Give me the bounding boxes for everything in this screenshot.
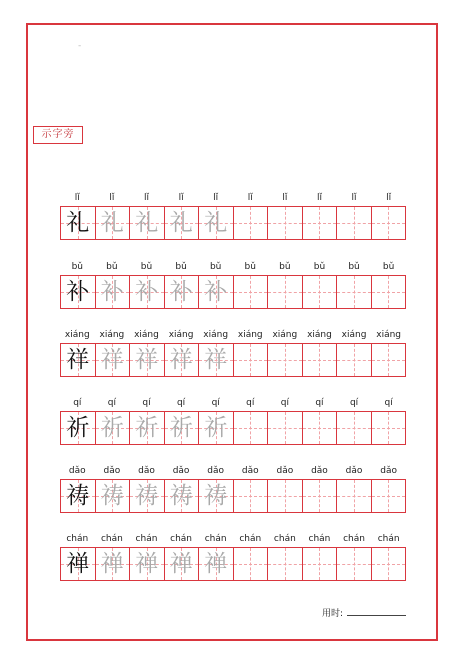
trace-character-cell [165,480,200,512]
pinyin-label: qí [176,398,186,408]
trace-character: 祷 [169,483,193,509]
practice-row [60,533,406,581]
empty-writing-cell[interactable] [303,548,338,580]
pinyin-label: lǐ [282,193,288,203]
empty-writing-cell[interactable] [337,480,372,512]
trace-character-cell [199,276,234,308]
trace-character: 祷 [204,483,228,509]
trace-character-cell [130,344,165,376]
practice-row [60,465,406,513]
trace-character-cell [130,276,165,308]
trace-character: 禅 [169,551,193,577]
pinyin-row [60,533,406,545]
trace-character-cell [199,207,234,239]
empty-writing-cell[interactable] [268,548,303,580]
pinyin-label: qí [107,398,116,408]
pinyin-row [60,465,406,477]
trace-character-cell [165,412,200,444]
empty-writing-cell[interactable] [303,412,338,444]
pinyin-label: chán [377,534,400,544]
pinyin-label: xiáng [203,330,229,340]
trace-character: 祈 [100,415,124,441]
pinyin-label: xiáng [64,330,90,340]
empty-writing-cell[interactable] [372,412,407,444]
trace-character: 礼 [169,210,193,236]
trace-character-cell [96,480,131,512]
trace-character-cell [96,412,131,444]
top-mark: - [78,41,82,51]
pinyin-label: bǔ [140,262,153,272]
empty-writing-cell[interactable] [303,276,338,308]
trace-character: 祈 [135,415,159,441]
tian-grid-row [60,479,406,513]
pinyin-label: dǎo [311,466,328,476]
empty-writing-cell[interactable] [337,548,372,580]
pinyin-label: bǔ [313,262,326,272]
pinyin-row [60,261,406,273]
trace-character-cell [165,276,200,308]
trace-character: 禅 [135,551,159,577]
model-character-cell [61,412,96,444]
pinyin-label: dǎo [276,466,294,476]
pinyin-label: chán [273,534,296,544]
time-label: 用时: [322,609,344,619]
pinyin-label: xiáng [307,330,332,340]
model-character-cell [61,480,96,512]
practice-row [60,397,406,445]
pinyin-label: bǔ [209,262,222,272]
empty-writing-cell[interactable] [372,276,407,308]
trace-character: 祈 [204,415,228,441]
trace-character-cell [96,344,131,376]
pinyin-label: lǐ [247,193,253,203]
trace-character: 禅 [204,551,228,577]
pinyin-label: dǎo [138,466,155,476]
pinyin-label: qí [280,398,289,408]
pinyin-label: chán [308,534,331,544]
pinyin-label: bǔ [244,262,256,272]
model-character-cell [61,548,96,580]
pinyin-label: qí [384,398,393,408]
model-character: 祥 [66,347,90,373]
pinyin-label: bǔ [348,262,360,272]
empty-writing-cell[interactable] [303,480,338,512]
pinyin-label: lǐ [213,193,219,203]
pinyin-label: xiáng [376,330,402,340]
pinyin-label: lǐ [316,193,322,203]
pinyin-label: xiáng [134,330,159,340]
pinyin-label: lǐ [109,193,115,203]
pinyin-label: dǎo [172,466,190,476]
pinyin-label: qí [349,398,359,408]
trace-character: 祥 [100,347,124,373]
pinyin-label: bǔ [106,262,118,272]
pinyin-label: qí [73,398,82,408]
pinyin-label: bǔ [279,262,291,272]
empty-writing-cell[interactable] [268,207,303,239]
trace-character-cell [96,207,131,239]
trace-character-cell [199,412,234,444]
tian-grid-row [60,411,406,445]
pinyin-label: chán [170,534,193,544]
empty-writing-cell[interactable] [234,480,269,512]
empty-writing-cell[interactable] [372,207,407,239]
empty-writing-cell[interactable] [337,412,372,444]
trace-character-cell [130,548,165,580]
model-character: 祈 [66,415,90,441]
empty-writing-cell[interactable] [234,412,269,444]
pinyin-label: xiáng [237,330,263,340]
trace-character-cell [130,412,165,444]
trace-character: 礼 [100,210,124,236]
pinyin-label: dǎo [103,466,121,476]
empty-writing-cell[interactable] [337,344,372,376]
pinyin-label: qí [246,398,255,408]
pinyin-label: chán [343,534,365,544]
trace-character: 祷 [100,483,124,509]
tian-grid-row [60,206,406,240]
empty-writing-cell[interactable] [268,344,303,376]
pinyin-label: chán [239,534,262,544]
model-character-cell [61,344,96,376]
tian-grid-row [60,275,406,309]
pinyin-label: dǎo [380,466,397,476]
tian-grid-row [60,343,406,377]
empty-writing-cell[interactable] [234,548,269,580]
worksheet-title: 示字旁 [33,126,83,144]
trace-character: 补 [204,279,228,305]
trace-character-cell [96,548,131,580]
empty-writing-cell[interactable] [234,344,269,376]
empty-writing-cell[interactable] [337,207,372,239]
model-character-cell [61,207,96,239]
pinyin-label: lǐ [351,193,357,203]
trace-character-cell [199,548,234,580]
empty-writing-cell[interactable] [234,207,269,239]
trace-character: 祈 [169,415,193,441]
pinyin-label: bǔ [382,262,395,272]
empty-writing-cell[interactable] [268,276,303,308]
trace-character: 祥 [169,347,193,373]
pinyin-label: lǐ [74,193,80,203]
model-character: 祷 [66,483,90,509]
pinyin-label: xiáng [99,330,125,340]
pinyin-label: dǎo [68,466,86,476]
pinyin-label: qí [315,398,324,408]
practice-row [60,329,406,377]
trace-character: 补 [169,279,193,305]
trace-character-cell [130,207,165,239]
model-character: 补 [66,279,90,305]
trace-character-cell [165,207,200,239]
trace-character-cell [96,276,131,308]
pinyin-label: qí [142,398,151,408]
pinyin-label: dǎo [345,466,363,476]
pinyin-row [60,329,406,341]
empty-writing-cell[interactable] [372,548,407,580]
pinyin-label: dǎo [241,466,259,476]
pinyin-label: chán [135,534,158,544]
pinyin-label: xiáng [272,330,298,340]
tian-grid-row [60,547,406,581]
trace-character-cell [130,480,165,512]
trace-character: 祷 [135,483,159,509]
trace-character: 祥 [135,347,159,373]
trace-character: 礼 [204,210,228,236]
pinyin-label: lǐ [178,193,184,203]
empty-writing-cell[interactable] [234,276,269,308]
pinyin-row [60,192,406,204]
empty-writing-cell[interactable] [337,276,372,308]
practice-row [60,261,406,309]
empty-writing-cell[interactable] [372,344,407,376]
practice-row [60,192,406,240]
empty-writing-cell[interactable] [372,480,407,512]
trace-character-cell [199,480,234,512]
trace-character: 礼 [135,210,159,236]
trace-character-cell [165,344,200,376]
pinyin-label: chán [66,534,89,544]
pinyin-label: xiáng [168,330,194,340]
pinyin-label: chán [204,534,227,544]
trace-character-cell [165,548,200,580]
model-character: 礼 [66,210,90,236]
time-input-line[interactable] [347,615,406,616]
trace-character-cell [199,344,234,376]
trace-character: 禅 [100,551,124,577]
empty-writing-cell[interactable] [268,480,303,512]
empty-writing-cell[interactable] [268,412,303,444]
pinyin-row [60,397,406,409]
empty-writing-cell[interactable] [303,207,338,239]
model-character: 禅 [66,551,90,577]
pinyin-label: dǎo [207,466,225,476]
trace-character: 祥 [204,347,228,373]
empty-writing-cell[interactable] [303,344,338,376]
pinyin-label: lǐ [143,193,149,203]
pinyin-label: lǐ [386,193,392,203]
pinyin-label: bǔ [71,262,83,272]
pinyin-label: qí [211,398,220,408]
pinyin-label: chán [100,534,123,544]
pinyin-label: bǔ [175,262,187,272]
trace-character: 补 [100,279,124,305]
trace-character: 补 [135,279,159,305]
model-character-cell [61,276,96,308]
pinyin-label: xiáng [341,330,367,340]
